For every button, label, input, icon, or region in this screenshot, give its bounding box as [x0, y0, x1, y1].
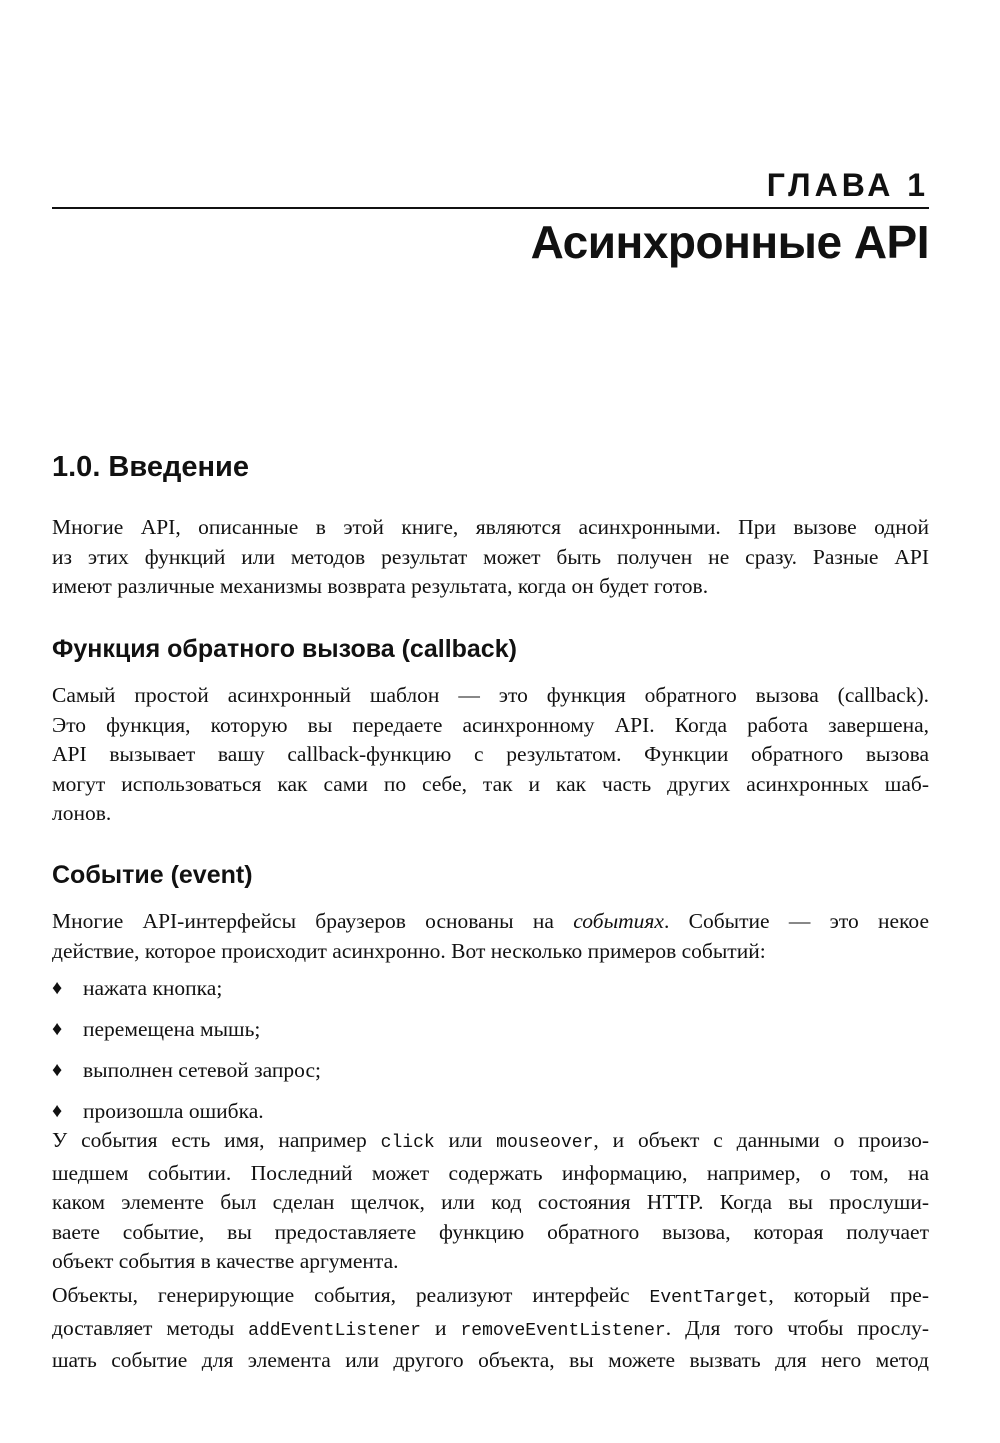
text-line: могут использоваться как сами по себе, так и как часть других асинхронных шаб- [52, 771, 929, 796]
text-line: действие, которое происходит асинхронно. Вот несколько примеров событий: [52, 938, 766, 963]
event-paragraph-2 [52, 1126, 929, 1277]
text-line: Многие API, описанные в этой книге, являются асинхронными. При вызове одной [52, 515, 929, 539]
event-paragraph-3 [52, 1281, 929, 1376]
text-run: доставляет методы [52, 1315, 249, 1340]
text-run: Объекты, генерирующие события, реализуют интерфейс [52, 1283, 650, 1307]
code-removeeventlistener: removeEventListener [460, 1320, 666, 1341]
text-run: . Событие — это некое [663, 909, 929, 933]
list-item-text: произошла ошибка. [83, 1099, 264, 1123]
list-item-text: нажата кнопка; [83, 976, 223, 1000]
text-run: . Для того чтобы прослу- [665, 1315, 929, 1340]
callback-paragraph [52, 681, 929, 829]
text-run: и [420, 1315, 461, 1340]
text-line [52, 1281, 929, 1314]
diamond-bullet-icon: ♦ [52, 1018, 63, 1040]
text-line [52, 907, 929, 937]
diamond-bullet-icon: ♦ [52, 1100, 63, 1122]
emphasis-text: событиях [573, 909, 664, 933]
chapter-title: Асинхронные API [530, 216, 929, 268]
text-run: Многие API-интерфейсы браузеров основаны на [52, 909, 574, 933]
code-eventtarget: EventTarget [649, 1288, 769, 1308]
text-run: или [434, 1128, 497, 1152]
code-mouseover: mouseover [496, 1133, 594, 1153]
intro-paragraph [52, 513, 929, 602]
text-line: шедшем событии. Последний может содержать информацию, например, о том, на [52, 1160, 929, 1185]
text-line [52, 1126, 929, 1159]
text-line: объект события в качестве аргумента. [52, 1249, 399, 1274]
diamond-bullet-icon: ♦ [52, 977, 63, 999]
text-run: У события есть имя, например [52, 1128, 381, 1152]
section-heading-callback: Функция обратного вызова (callback) [52, 635, 517, 663]
text-line: API вызывает вашу callback-функцию с результатом. Функции обратного вызова [52, 742, 929, 767]
text-line: ваете событие, вы предоставляете функцию обратного вызова, которая получает [52, 1219, 929, 1244]
code-click: click [380, 1133, 435, 1153]
code-addeventlistener: addEventListener [248, 1320, 421, 1341]
text-line [52, 1314, 929, 1347]
text-line: имеют различные механизмы возврата результата, когда он будет готов. [52, 574, 709, 599]
diamond-bullet-icon: ♦ [52, 1059, 63, 1081]
text-line: Самый простой асинхронный шаблон — это функция обратного вызова (callback). [52, 683, 929, 707]
chapter-number: ГЛАВА 1 [766, 167, 929, 203]
event-paragraph-1 [52, 907, 929, 966]
section-heading-intro: 1.0. Введение [52, 451, 249, 483]
text-line: шать событие для элемента или другого объекта, вы можете вызвать для него метод [52, 1348, 929, 1373]
text-line: Это функция, которую вы передаете асинхронному API. Когда работа завершена, [52, 712, 929, 737]
text-line: каком элементе был сделан щелчок, или код состояния HTTP. Когда вы прослуши- [52, 1190, 929, 1215]
text-line: из этих функций или методов результат может быть получен не сразу. Разные API [52, 544, 929, 569]
list-item-text: перемещена мышь; [83, 1017, 261, 1041]
text-line: лонов. [52, 801, 112, 826]
text-run: , который пре- [768, 1283, 929, 1307]
list-item-text: выполнен сетевой запрос; [83, 1058, 321, 1082]
text-run: , и объект с данными о произо- [593, 1128, 929, 1152]
chapter-rule [52, 207, 929, 209]
section-heading-event: Событие (event) [52, 861, 253, 889]
